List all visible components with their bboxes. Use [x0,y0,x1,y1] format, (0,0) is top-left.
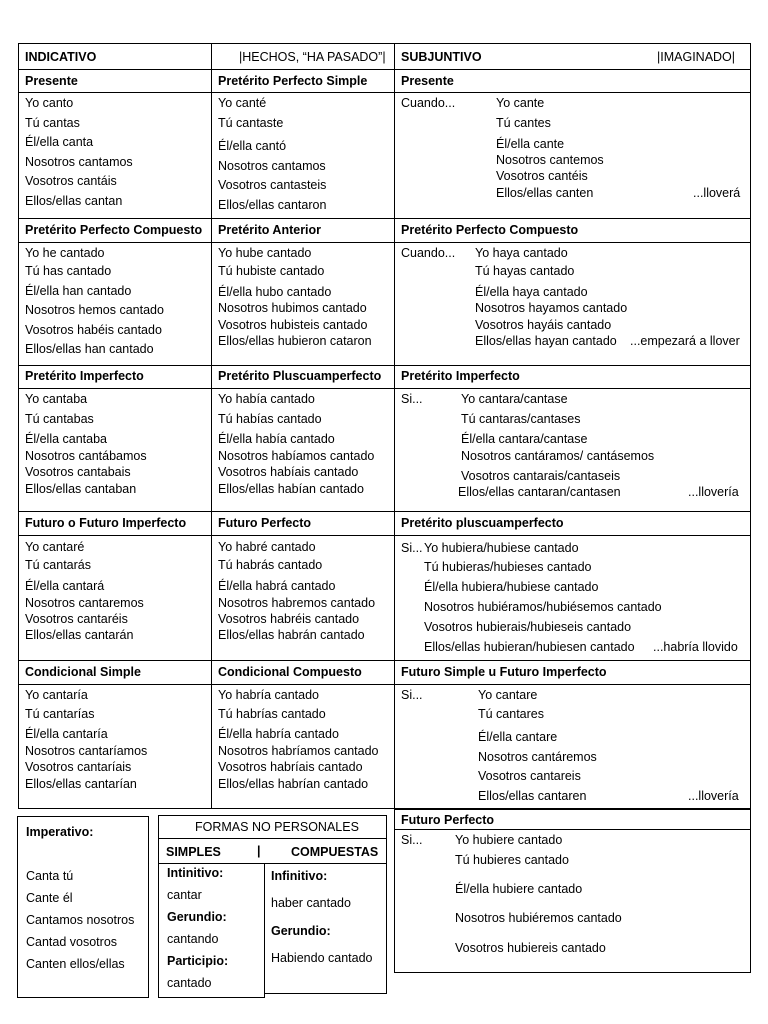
conjugation-line: Ellos/ellas habían cantado [218,482,364,496]
conjugation-line: Vosotros cantaréis [25,612,128,626]
conjugation-line: Vosotros cantaríais [25,760,132,774]
form-value: haber cantado [271,896,351,910]
row-divider [18,242,751,243]
condition-lead: Cuando... [401,96,456,110]
conjugation-line: Vosotros hubiereis cantado [455,941,606,955]
form-label: Infinitivo: [271,869,328,883]
conjugation-line: Ellos/ellas canten [496,186,594,200]
conjugation-line: Tú cantarás [25,558,92,572]
column-divider [211,43,212,809]
conjugation-line: Tú cantas [25,116,80,130]
imperativo-line: Canta tú [26,869,74,883]
conjugation-line: Ellos/ellas cantaran/cantasen [458,485,621,499]
row-divider [18,92,751,93]
conjugation-line: Tú hubieras/hubieses cantado [424,560,592,574]
conjugation-line: Yo he cantado [25,246,105,260]
form-value: cantando [167,932,219,946]
conjugation-line: Nosotros habremos cantado [218,596,376,610]
conjugation-line: Él/ella habría cantado [218,727,339,741]
conjugation-line: Tú has cantado [25,264,112,278]
conjugation-line: Él/ella canta [25,135,94,149]
tense-title: Pretérito Imperfecto [401,369,520,383]
row-divider [18,660,751,661]
conjugation-line: Nosotros hemos cantado [25,303,164,317]
form-value: cantado [167,976,212,990]
form-label: Participio: [167,954,229,968]
consequence-tail: ...empezará a llover [630,334,740,348]
imperativo-line: Canten ellos/ellas [26,957,125,971]
conjugation-line: Yo cantara/cantase [461,392,568,406]
conjugation-line: Nosotros cantábamos [25,449,147,463]
conjugation-line: Tú habrías cantado [218,707,326,721]
conjugation-line: Tú cantaras/cantases [461,412,581,426]
tense-title: Futuro Simple u Futuro Imperfecto [401,665,607,679]
conjugation-line: Vosotros cantéis [496,169,588,183]
conjugation-line: Yo cantare [478,688,538,702]
conjugation-line: Yo canto [25,96,74,110]
conjugation-line: Yo haya cantado [475,246,568,260]
conjugation-line: Él/ella cantare [478,730,558,744]
conjugation-line: Él/ella han cantado [25,284,132,298]
conjugation-line: Ellos/ellas hubieran/hubiesen cantado [424,640,635,654]
conjugation-line: Vosotros hubierais/hubieseis cantado [424,620,632,634]
row-divider [18,388,751,389]
condition-lead: Cuando... [401,246,456,260]
conjugation-line: Yo habría cantado [218,688,320,702]
tense-title: Pretérito Anterior [218,223,322,237]
form-value: Habiendo cantado [271,951,373,965]
tense-title: Condicional Compuesto [218,665,362,679]
consequence-tail: ...llovería [688,789,739,803]
column-divider [394,43,395,809]
conjugation-line: Ellos/ellas cantarán [25,628,134,642]
conjugation-line: Tú cantares [478,707,545,721]
conjugation-line: Nosotros cantamos [25,155,133,169]
tense-title: Pretérito pluscuamperfecto [401,516,564,530]
conjugation-line: Vosotros cantareis [478,769,581,783]
conjugation-line: Él/ella había cantado [218,432,335,446]
condition-lead: Si... [401,688,423,702]
imperativo-line: Cante él [26,891,73,905]
conjugation-line: Yo hubiere cantado [455,833,563,847]
conjugation-line: Yo cantaré [25,540,85,554]
conjugation-line: Nosotros habríamos cantado [218,744,379,758]
tense-title: Presente [25,74,78,88]
row-divider [18,535,751,536]
conjugation-line: Nosotros habíamos cantado [218,449,375,463]
conjugation-line: Yo canté [218,96,267,110]
form-label: Gerundio: [167,910,227,924]
conjugation-line: Nosotros cantaríamos [25,744,148,758]
conjugation-line: Él/ella cantaba [25,432,108,446]
conjugation-line: Él/ella haya cantado [475,285,588,299]
tense-title: Condicional Simple [25,665,141,679]
conjugation-line: Vosotros cantasteis [218,178,327,192]
conjugation-line: Nosotros cantemos [496,153,604,167]
consequence-tail: ...habría llovido [653,640,738,654]
conjugation-line: Él/ella hubo cantado [218,285,332,299]
conjugation-line: Tú cantabas [25,412,94,426]
conjugation-line: Nosotros cantáramos/ cantásemos [461,449,655,463]
conjugation-line: Tú hubieres cantado [455,853,569,867]
tense-title: Pretérito Pluscuamperfecto [218,369,382,383]
conjugation-line: Tú habrás cantado [218,558,323,572]
tense-title: Futuro Perfecto [401,813,495,827]
imperativo-title: Imperativo: [26,825,94,839]
conjugation-line: Nosotros cantáremos [478,750,597,764]
tense-title: Pretérito Perfecto Compuesto [25,223,203,237]
conjugation-line: Ellos/ellas cantan [25,194,123,208]
formas-title: FORMAS NO PERSONALES [195,820,359,834]
row-divider [18,511,751,512]
conjugation-line: Tú hayas cantado [475,264,575,278]
subjuntivo-header: SUBJUNTIVO [401,50,482,64]
conjugation-line: Ellos/ellas cantaban [25,482,137,496]
conjugation-line: Vosotros cantabais [25,465,131,479]
conjugation-line: Nosotros hayamos cantado [475,301,628,315]
tense-title: Futuro o Futuro Imperfecto [25,516,187,530]
conjugation-line: Él/ella cantó [218,139,287,153]
conjugation-line: Nosotros cantamos [218,159,326,173]
row-divider [394,829,751,830]
condition-lead: Si... [401,392,423,406]
conjugation-line: Vosotros habríais cantado [218,760,363,774]
tense-title: Pretérito Perfecto Simple [218,74,368,88]
conjugation-line: Vosotros hayáis cantado [475,318,612,332]
conjugation-line: Vosotros cantáis [25,174,117,188]
conjugation-line: Ellos/ellas cantarían [25,777,137,791]
row-divider [18,69,751,70]
conjugation-line: Tú habías cantado [218,412,322,426]
conjugation-line: Yo cante [496,96,545,110]
conjugation-line: Vosotros habíais cantado [218,465,359,479]
header-separator: | [257,844,261,858]
conjugation-line: Ellos/ellas habrán cantado [218,628,365,642]
conjugation-line: Nosotros hubiéremos cantado [455,911,622,925]
conjugation-line: Nosotros cantaremos [25,596,144,610]
row-divider [18,684,751,685]
form-label: Intinitivo: [167,866,224,880]
conjugation-line: Él/ella cantará [25,579,105,593]
conjugation-line: Nosotros hubimos cantado [218,301,367,315]
conjugation-line: Ellos/ellas han cantado [25,342,154,356]
conjugation-line: Tú cantarías [25,707,95,721]
consequence-tail: ...lloverá [693,186,741,200]
hechos-header: |HECHOS, “HA PASADO”| [239,50,386,64]
conjugation-line: Tú hubiste cantado [218,264,325,278]
conjugation-line: Él/ella cantaría [25,727,108,741]
row-divider [18,365,751,366]
conjugation-line: Yo cantaba [25,392,88,406]
indicativo-header: INDICATIVO [25,50,97,64]
conjugation-line: Él/ella hubiera/hubiese cantado [424,580,599,594]
conjugation-line: Ellos/ellas hubieron cataron [218,334,372,348]
tense-title: Pretérito Perfecto Compuesto [401,223,579,237]
conjugation-line: Yo habré cantado [218,540,316,554]
tense-title: Pretérito Imperfecto [25,369,144,383]
conjugation-line: Yo cantaría [25,688,88,702]
conjugation-line: Vosotros cantarais/cantaseis [461,469,621,483]
conjugation-line: Él/ella cantara/cantase [461,432,588,446]
conjugation-line: Yo hubiera/hubiese cantado [424,541,579,555]
conjugation-line: Yo había cantado [218,392,315,406]
conjugation-line: Ellos/ellas cantaren [478,789,587,803]
conjugation-line: Vosotros hubisteis cantado [218,318,368,332]
conjugation-line: Nosotros hubiéramos/hubiésemos cantado [424,600,662,614]
compuestas-header: COMPUESTAS [291,845,379,859]
conjugation-line: Yo hube cantado [218,246,312,260]
conjugation-line: Él/ella cante [496,137,565,151]
form-value: cantar [167,888,202,902]
tense-title: Futuro Perfecto [218,516,312,530]
conjugation-line: Tú cantaste [218,116,284,130]
consequence-tail: ...llovería [688,485,739,499]
conjugation-line: Él/ella habrá cantado [218,579,336,593]
conjugation-line: Ellos/ellas cantaron [218,198,327,212]
conjugation-line: Tú cantes [496,116,551,130]
conjugation-line: Vosotros habéis cantado [25,323,162,337]
imaginado-header: |IMAGINADO| [657,50,736,64]
conjugation-line: Ellos/ellas habrían cantado [218,777,369,791]
condition-lead: Si... [401,833,423,847]
form-label: Gerundio: [271,924,331,938]
conjugation-line: Él/ella hubiere cantado [455,882,583,896]
row-divider [18,218,751,219]
imperativo-line: Cantad vosotros [26,935,118,949]
conjugation-line: Vosotros habréis cantado [218,612,360,626]
conjugation-line: Ellos/ellas hayan cantado [475,334,617,348]
condition-lead: Si... [401,541,423,555]
tense-title: Presente [401,74,454,88]
imperativo-line: Cantamos nosotros [26,913,135,927]
simples-header: SIMPLES [166,845,221,859]
